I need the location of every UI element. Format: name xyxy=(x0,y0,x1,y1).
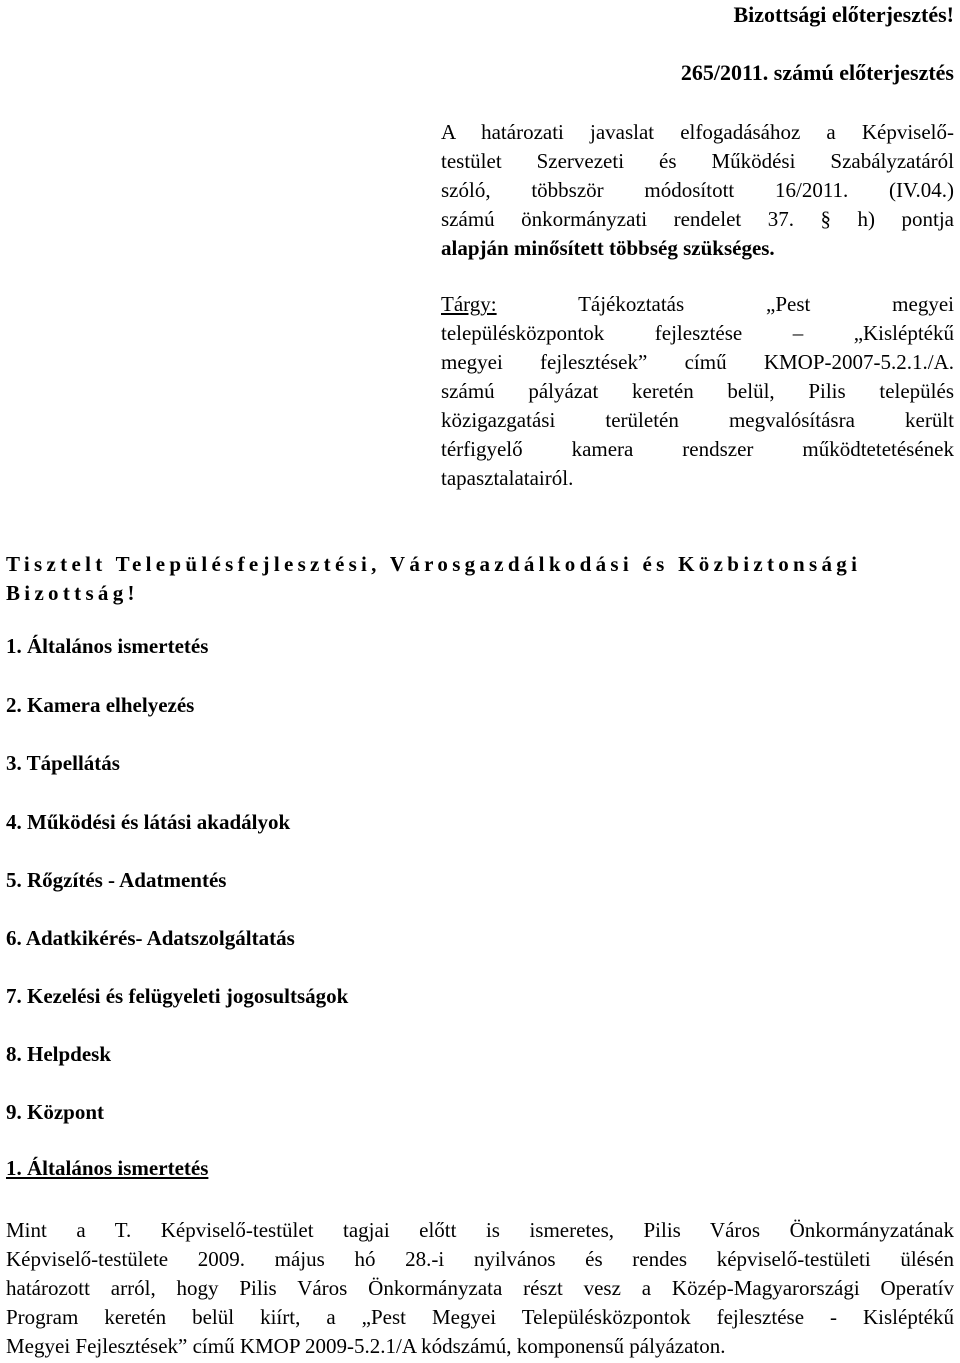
toc-item: 7. Kezelési és felügyeleti jogosultságok xyxy=(6,984,349,1008)
document-number: 265/2011. számú előterjesztés xyxy=(680,60,954,85)
paragraph-line: Program keretén belül kiírt, a „Pest Megyei Településközpontok fejlesztése - Kisléptékű xyxy=(6,1305,954,1329)
majority-line-3: szóló, többször módosított 16/2011. (IV.04.) xyxy=(441,178,954,202)
majority-line-1: A határozati javaslat elfogadásához a Képviselő- xyxy=(441,120,954,144)
majority-line-2: testület Szervezeti és Működési Szabályzatáról xyxy=(441,149,954,173)
majority-line-4: számú önkormányzati rendelet 37. § h) pontja xyxy=(441,207,954,231)
toc-item: 6. Adatkikérés- Adatszolgáltatás xyxy=(6,926,295,950)
toc-item: 3. Tápellátás xyxy=(6,751,120,775)
majority-line-5: alapján minősített többség szükséges. xyxy=(441,236,775,260)
toc-item: 8. Helpdesk xyxy=(6,1042,112,1066)
subject-line-4: számú pályázat keretén belül, Pilis település xyxy=(441,379,954,403)
subject-text-1: Tájékoztatás „Pest megyei xyxy=(496,292,954,316)
subject-line-6: térfigyelő kamera rendszer működtetetésének xyxy=(441,437,954,461)
subject-line-3: megyei fejlesztések” című KMOP-2007-5.2.1./A. xyxy=(441,350,954,374)
paragraph-line: határozott arról, hogy Pilis Város Önkormányzata részt vesz a Közép-Magyarországi Operatív xyxy=(6,1276,954,1300)
committee-address: Tisztelt Településfejlesztési, Városgazdálkodási és Közbiztonsági Bizottság! xyxy=(6,552,862,605)
toc-item: 9. Központ xyxy=(6,1100,105,1124)
toc-item: 5. Rőgzítés - Adatmentés xyxy=(6,868,227,892)
subject-line-1 xyxy=(441,290,954,319)
paragraph-line: Képviselő-testülete 2009. május hó 28.-i nyilvános és rendes képviselő-testületi ülésén xyxy=(6,1247,954,1271)
subject-line-7: tapasztalatairól. xyxy=(441,466,574,490)
subject-line-2: településközpontok fejlesztése – „Kisléptékű xyxy=(441,321,954,345)
section-body-paragraph xyxy=(6,1216,954,1361)
toc-item: 1. Általános ismertetés xyxy=(6,634,209,658)
header-note: Bizottsági előterjesztés! xyxy=(733,2,954,27)
section-heading: 1. Általános ismertetés xyxy=(6,1156,209,1180)
majority-requirement xyxy=(441,118,954,263)
paragraph-line: Megyei Fejlesztések” című KMOP 2009-5.2.1/A kódszámú, komponensű pályázaton. xyxy=(6,1334,726,1358)
toc-item: 4. Működési és látási akadályok xyxy=(6,810,291,834)
subject-line-5: közigazgatási területén megvalósításra került xyxy=(441,408,954,432)
toc-item: 2. Kamera elhelyezés xyxy=(6,693,195,717)
subject-label: Tárgy: xyxy=(441,292,497,316)
paragraph-line: Mint a T. Képviselő-testület tagjai előtt is ismeretes, Pilis Város Önkormányzatának xyxy=(6,1218,954,1242)
subject-block xyxy=(441,290,954,493)
